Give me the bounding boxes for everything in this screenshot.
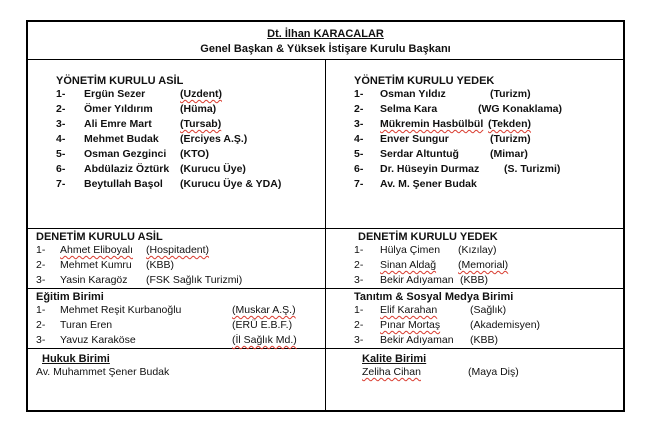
kalite-title [362,353,426,365]
column-divider-bottom [325,228,326,412]
list-item [36,273,321,288]
list-item [56,162,321,177]
president-title: Genel Başkan & Yüksek İstişare Kurulu Başkanı [200,43,451,55]
member-affiliation: (S. Turizmi) [504,163,561,175]
item-number: 6- [354,163,364,175]
list-item [56,102,321,117]
item-number: 1- [36,304,46,316]
item-number: 3- [354,334,364,346]
item-number: 4- [56,133,66,145]
list-item [56,177,321,192]
member-affiliation: (Kızılay) [458,244,497,256]
item-number: 3- [36,274,46,286]
item-number: 5- [56,148,66,160]
yonetim-yedek-title: YÖNETİM KURULU YEDEK [354,75,495,87]
item-number: 2- [36,319,46,331]
member-affiliation: (Muskar A.Ş.) [232,304,296,316]
member-affiliation: (Sağlık) [470,304,507,316]
list-item [354,102,622,117]
president-name-text: Dt. İlhan KARACALAR [267,28,384,40]
item-number: 1- [36,244,46,256]
list-item [56,147,321,162]
member-name: Serdar Altuntuğ [380,148,459,160]
list-item [354,117,622,132]
member-affiliation: (Tursab) [180,118,222,130]
item-number: 1- [354,304,364,316]
member-affiliation: (Tekden) [488,118,531,130]
member-name: Hülya Çimen [380,244,441,256]
member-affiliation: (Mimar) [490,148,528,160]
list-item [354,87,622,102]
list-item [36,258,321,273]
egitim-list [36,303,321,348]
tanitim-title: Tanıtım & Sosyal Medya Birimi [354,291,514,303]
member-affiliation: (KTO) [180,148,209,160]
item-number: 1- [56,88,66,100]
list-item [354,273,619,288]
member-affiliation: (Hüma) [180,103,217,115]
item-number: 6- [56,163,66,175]
item-number: 2- [354,259,364,271]
list-item [56,117,321,132]
kalite-title-text: Kalite Birimi [362,353,427,365]
item-number: 2- [354,103,364,115]
list-item [354,333,619,348]
column-divider-top [325,59,326,228]
member-name: Elif Karahan [380,304,438,316]
item-number: 1- [354,244,364,256]
member-name: Pınar Mortaş [380,319,441,331]
member-affiliation: (Uzdent) [180,88,222,100]
hukuk-title-text: Hukuk Birimi [42,353,110,365]
member-name: Osman Gezginci [84,148,167,160]
item-number: 3- [354,274,364,286]
member-name: Turan Eren [60,319,113,331]
hukuk-member: Av. Muhammet Şener Budak [36,366,170,378]
kalite-member [362,366,421,378]
item-number: 3- [354,118,364,130]
tanitim-list [354,303,619,348]
list-item [354,132,622,147]
member-name: Mehmet Kumru [60,259,132,271]
item-number: 5- [354,148,364,160]
member-name: Yasin Karagöz [60,274,128,286]
member-name: Yavuz Karaköse [60,334,136,346]
list-item [354,162,622,177]
member-name: Osman Yıldız [380,88,446,100]
member-affiliation: (Turizm) [490,133,531,145]
member-name: Mehmet Reşit Kurbanoğlu [60,304,182,316]
member-name: Ali Emre Mart [84,118,152,130]
member-affiliation: (Kurucu Üye & YDA) [180,178,282,190]
committee-sheet [26,20,625,412]
member-name: Beytullah Başol [84,178,163,190]
member-affiliation: (FSK Sağlık Turizmi) [146,274,243,286]
member-affiliation: (Turizm) [490,88,531,100]
item-number: 3- [56,118,66,130]
item-number: 2- [354,319,364,331]
list-item [56,87,321,102]
member-name: Abdülaziz Öztürk [84,163,170,175]
member-name: Bekir Adıyaman [380,334,454,346]
list-item [354,318,619,333]
list-item [36,243,321,258]
item-number: 2- [56,103,66,115]
item-number: 7- [56,178,66,190]
list-item [354,303,619,318]
list-item [36,318,321,333]
egitim-title: Eğitim Birimi [36,291,104,303]
item-number: 1- [354,88,364,100]
member-name: Av. M. Şener Budak [380,178,477,190]
member-affiliation: (Hospitadent) [146,244,210,256]
list-item [56,132,321,147]
kalite-affiliation: (Maya Diş) [468,366,519,378]
member-name: Ömer Yıldırım [84,103,153,115]
member-affiliation: (KBB) [146,259,175,271]
member-name: Zeliha Cihan [362,366,421,378]
member-affiliation: (WG Konaklama) [478,103,563,115]
item-number: 7- [354,178,364,190]
hukuk-title [42,353,110,365]
denetim-yedek-list [354,243,619,288]
member-affiliation: (Kurucu Üye) [180,163,246,175]
member-name: Ahmet Eliboyalı [60,244,133,256]
list-item [354,243,619,258]
yonetim-yedek-list [354,87,622,192]
denetim-yedek-title: DENETİM KURULU YEDEK [358,231,498,243]
item-number: 4- [354,133,364,145]
item-number: 2- [36,259,46,271]
member-name: Enver Sungur [380,133,449,145]
member-name: Bekir Adıyaman [380,274,454,286]
list-item [354,147,622,162]
yonetim-asil-list [56,87,321,192]
denetim-asil-list [36,243,321,288]
member-name: Ergün Sezer [84,88,146,100]
denetim-asil-title: DENETİM KURULU ASİL [36,231,163,243]
member-affiliation: (Memorial) [458,259,509,271]
list-item [36,303,321,318]
member-affiliation: (KBB) [470,334,499,346]
member-affiliation: (Erciyes A.Ş.) [180,133,248,145]
member-name: Dr. Hüseyin Durmaz [380,163,480,175]
item-number: 3- [36,334,46,346]
member-affiliation: (İl Sağlık Md.) [232,334,297,346]
list-item [36,333,321,348]
member-affiliation: (KBB) [460,274,489,286]
member-affiliation: (ERÜ E.B.F.) [232,319,293,331]
member-name: Mükremin Hasbülbül [380,118,484,130]
list-item [354,177,622,192]
member-affiliation: (Akademisyen) [470,319,541,331]
list-item [354,258,619,273]
member-name: Selma Kara [380,103,438,115]
yonetim-asil-title: YÖNETİM KURULU ASİL [56,75,184,87]
member-name: Mehmet Budak [84,133,159,145]
president-name [28,28,623,40]
member-name: Sinan Aldağ [380,259,437,271]
